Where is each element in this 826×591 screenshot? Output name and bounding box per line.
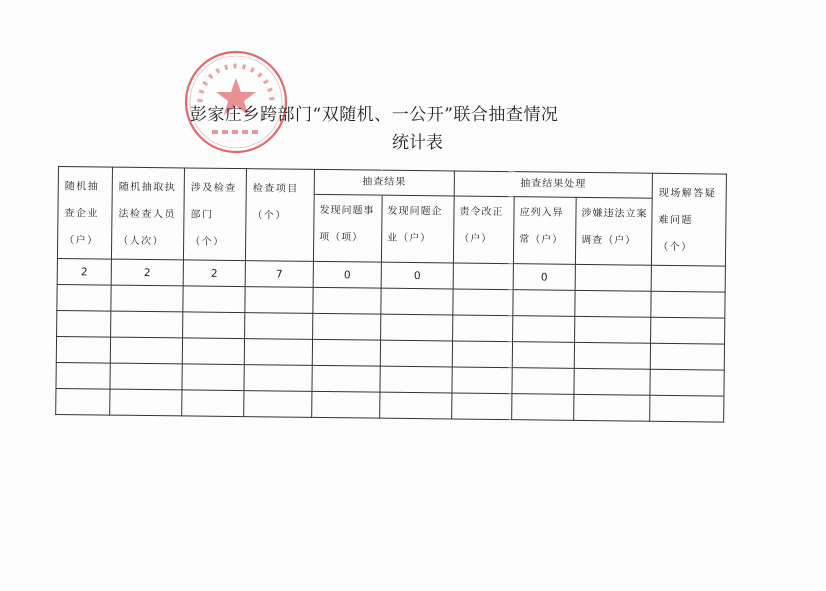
- table-cell: [513, 290, 575, 317]
- table-cell: [453, 263, 513, 290]
- table-cell: 0: [513, 264, 575, 291]
- header-random-inspectors: 随机抽取执法检查人员（人次）: [111, 167, 184, 260]
- table-cell: [650, 395, 724, 422]
- header-problem-enterprises: 发现问题企业（户）: [381, 195, 454, 263]
- table-cell: 2: [111, 259, 183, 286]
- table-cell: [574, 394, 650, 421]
- table-cell: [380, 392, 452, 419]
- table-cell: [110, 389, 182, 416]
- header-row-top: [58, 167, 726, 200]
- table-cell: [453, 289, 513, 316]
- table-cell: [452, 367, 512, 394]
- table-cell: [56, 336, 110, 363]
- table-cell: [244, 391, 312, 418]
- table-cell: [453, 315, 513, 342]
- header-problem-items: 发现问题事项（项）: [313, 194, 382, 262]
- table-body: [56, 258, 726, 422]
- header-check-items: 检查项目（个）: [245, 169, 314, 262]
- header-departments: 涉及检查部门（个）: [183, 168, 246, 261]
- table-cell: [575, 264, 651, 291]
- table-cell: 0: [381, 262, 453, 289]
- table-cell: [513, 316, 575, 343]
- table-cell: [183, 312, 245, 339]
- table-cell: [110, 363, 182, 390]
- header-onsite-resolve: 现场解答疑难问题（个）: [651, 173, 726, 266]
- table-cell: [182, 338, 244, 365]
- table-cell: [650, 343, 724, 370]
- table-cell: [651, 317, 725, 344]
- table-cell: [313, 287, 381, 314]
- table-cell: [381, 314, 453, 341]
- header-illegal-case: 涉嫌违法立案调查（户）: [575, 197, 652, 265]
- table-cell: [56, 362, 110, 389]
- header-handling-group: 抽查结果处理: [454, 171, 652, 198]
- table-cell: [452, 341, 512, 368]
- table-cell: [111, 285, 183, 312]
- table-cell: 7: [245, 261, 313, 288]
- table-cell: [244, 365, 312, 392]
- table-cell: 2: [57, 258, 111, 285]
- table-cell: [244, 339, 312, 366]
- table-cell: [512, 368, 574, 395]
- statistics-table-wrapper: [55, 166, 732, 423]
- table-cell: [313, 313, 381, 340]
- header-random-enterprises: 随机抽查企业（户）: [57, 167, 112, 260]
- table-cell: 2: [183, 260, 245, 287]
- table-cell: [512, 394, 574, 421]
- table-cell: [182, 364, 244, 391]
- table-cell: [56, 388, 110, 415]
- table-cell: [110, 337, 182, 364]
- table-cell: [452, 393, 512, 420]
- table-cell: [312, 365, 380, 392]
- table-cell: [575, 316, 651, 343]
- table-cell: [312, 391, 380, 418]
- statistics-table: [55, 166, 727, 423]
- document-title: 彭家庄乡跨部门“双随机、一公开”联合抽查情况: [190, 105, 559, 125]
- table-cell: [381, 288, 453, 315]
- header-rectify: 责令改正（户）: [453, 196, 514, 264]
- table-cell: 0: [313, 261, 381, 288]
- table-cell: [651, 291, 725, 318]
- table-cell: [57, 284, 111, 311]
- table-cell: [245, 313, 313, 340]
- header-result-group: 抽查结果: [314, 169, 454, 196]
- table-cell: [574, 342, 650, 369]
- table-cell: [650, 369, 724, 396]
- table-cell: [574, 368, 650, 395]
- table-cell: [111, 311, 183, 338]
- table-cell: [312, 339, 380, 366]
- header-abnormal: 应列入异常（户）: [513, 197, 576, 265]
- table-cell: [183, 286, 245, 313]
- table-cell: [57, 310, 111, 337]
- table-cell: [245, 287, 313, 314]
- table-cell: [575, 290, 651, 317]
- table-cell: [380, 340, 452, 367]
- table-cell: [182, 390, 244, 417]
- table-cell: [512, 342, 574, 369]
- table-cell: [380, 366, 452, 393]
- document-subtitle: 统计表: [392, 133, 443, 153]
- table-cell: [651, 265, 725, 292]
